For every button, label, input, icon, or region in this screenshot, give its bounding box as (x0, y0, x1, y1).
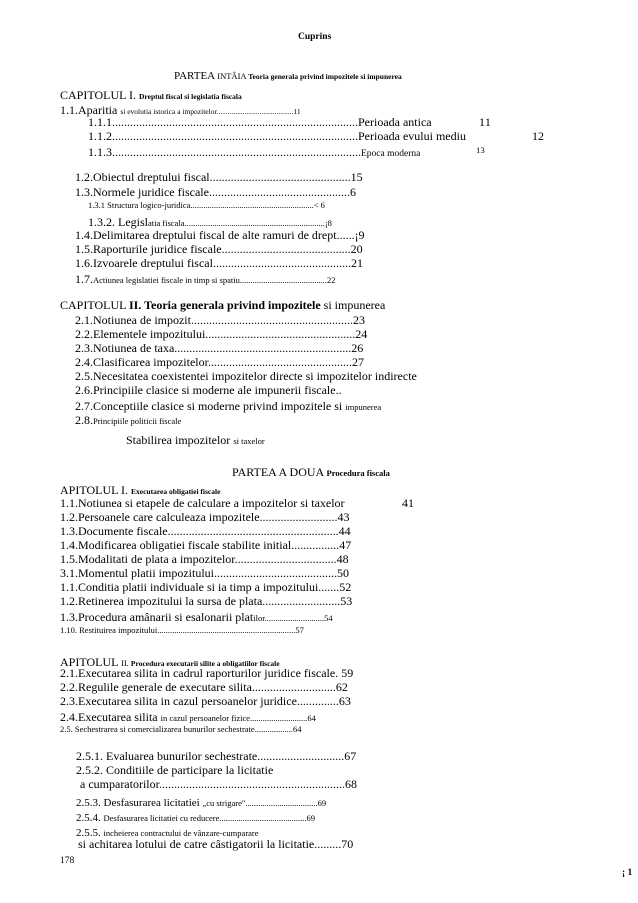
page-title: Cuprins (298, 32, 332, 42)
toc-entry: 2.2.Elementele impozitului..................................................24 (75, 327, 368, 341)
toc-entry: 2.5.5. incheierea contractului de vânzare-cumparare (76, 827, 259, 839)
toc-entry: 1.1.Conditia platii individuale si ia timp a impozitului.......52 (60, 580, 352, 594)
toc-entry: 1.1.1..................................................................................Perioada antica (88, 115, 432, 129)
toc-entry: 1.2.Obiectul dreptului fiscal...............................................15 (75, 170, 363, 184)
toc-entry: 1.2.Persoanele care calculeaza impozitele..........................43 (60, 510, 350, 524)
toc-page-number: 41 (402, 496, 414, 510)
toc-entry: 2.1.Executarea silita in cadrul raporturilor juridice fiscale. 59 (60, 666, 354, 680)
toc-entry: 2.4.Executarea silita in cazul persoanelor fizice...........................64 (60, 710, 316, 724)
page-number-right: ¡ 1 (622, 868, 633, 878)
toc-entry: 2.6.Principiile clasice si moderne ale impunerii fiscale.. (75, 383, 342, 397)
toc-entry: 2.7.Conceptiile clasice si moderne privind impozitele si impunerea (75, 399, 382, 413)
toc-entry: 2.5.1. Evaluarea bunurilor sechestrate.............................67 (76, 749, 357, 763)
toc-entry: 2.5. Sechestrarea si comercializarea bunurilor sechestrate..................64 (60, 724, 302, 734)
chapter-heading: APITOLUL II. Procedura executarii silite a obligatiilor fiscale (60, 655, 280, 669)
section-subheading: Stabilirea impozitelor si taxelor (126, 433, 265, 447)
toc-entry: 1.1.2..................................................................................Perioada evului mediu (88, 129, 466, 143)
toc-entry: 1.1.Aparitia si evolutia istorica a impozitelor.........................................11 (60, 103, 301, 117)
toc-entry: 2.4.Clasificarea impozitelor................................................27 (75, 355, 364, 369)
toc-page-number: 13 (476, 145, 486, 155)
toc-entry: 2.5.4. Desfasurarea licitatiei cu reducere.........................................69 (76, 812, 315, 824)
toc-entry: 1.3.Documente fiscale.........................................................44 (60, 524, 351, 538)
toc-entry: 1.3.Procedura amânarii si esalonarii platilor............................54 (60, 610, 333, 624)
part-one-heading: PARTEA INTÂIA Teoria generala privind impozitele si impunerea (174, 70, 402, 82)
toc-entry: 1.4.Modificarea obligatiei fiscale stabilite initial................47 (60, 538, 352, 552)
toc-entry: 1.1.3...................................................................................Epoca moderna (88, 145, 421, 159)
toc-entry: 2.5.3. Desfasurarea licitatiei „cu strigare"..................................69 (76, 797, 327, 809)
page-number-left: 178 (60, 856, 75, 866)
toc-entry: si achitarea lotului de catre câstigatorii la licitatie.........70 (78, 837, 354, 851)
toc-entry: 2.3.Notiunea de taxa...........................................................26 (75, 341, 364, 355)
toc-entry: 1.3.1 Structura logico-juridica..........................................................< 6 (88, 200, 325, 210)
toc-entry: 3.1.Momentul platii impozitului.........................................50 (60, 566, 349, 580)
toc-entry: 2.8.Principiile politicii fiscale (75, 413, 182, 427)
toc-page-number: 12 (532, 129, 544, 143)
toc-page-number: 11 (479, 115, 492, 129)
toc-entry: 1.10. Restituirea impozitului.................................................................57 (60, 625, 304, 635)
toc-entry: 2.3.Executarea silita in cazul persoanelor juridice..............63 (60, 694, 351, 708)
toc-entry: a cumparatorilor..............................................................68 (80, 777, 357, 791)
toc-entry: 1.4.Delimitarea dreptului fiscal de alte ramuri de drept......¡9 (75, 228, 365, 242)
toc-entry: 1.3.Normele juridice fiscale...............................................6 (75, 185, 356, 199)
toc-entry: 1.7.Actiunea legislatiei fiscale in timp si spatiu.........................................22 (75, 272, 336, 286)
toc-entry: 1.3.2. Legislatia fiscala..................................................................¡8 (88, 215, 332, 229)
toc-entry: 1.5.Modalitati de plata a impozitelor..................................48 (60, 552, 349, 566)
part-two-heading: PARTEA A DOUA Procedura fiscala (232, 465, 390, 479)
toc-entry: 1.6.Izvoarele dreptului fiscal..............................................21 (75, 256, 363, 270)
toc-entry: 1.1.Notiunea si etapele de calculare a impozitelor si taxelor (60, 496, 345, 510)
toc-entry: 2.5.Necesitatea coexistentei impozitelor directe si impozitelor indirecte (75, 369, 417, 383)
toc-entry: 1.2.Retinerea impozitului la sursa de plata..........................53 (60, 594, 353, 608)
chapter-one-heading: CAPITOLUL I. Dreptul fiscal si legislatia fiscala (60, 88, 242, 102)
chapter-heading: APITOLUL I. Executarea obligatiei fiscale (60, 483, 221, 497)
chapter-two-heading: CAPITOLUL II. Teoria generala privind impozitele si impunerea (60, 298, 386, 312)
toc-entry: 2.5.2. Conditiile de participare la licitatie (76, 763, 274, 777)
toc-entry: 2.1.Notiunea de impozit......................................................23 (75, 313, 365, 327)
toc-entry: 2.2.Regulile generale de executare silita............................62 (60, 680, 348, 694)
toc-entry: 1.5.Raporturile juridice fiscale...........................................20 (75, 242, 363, 256)
